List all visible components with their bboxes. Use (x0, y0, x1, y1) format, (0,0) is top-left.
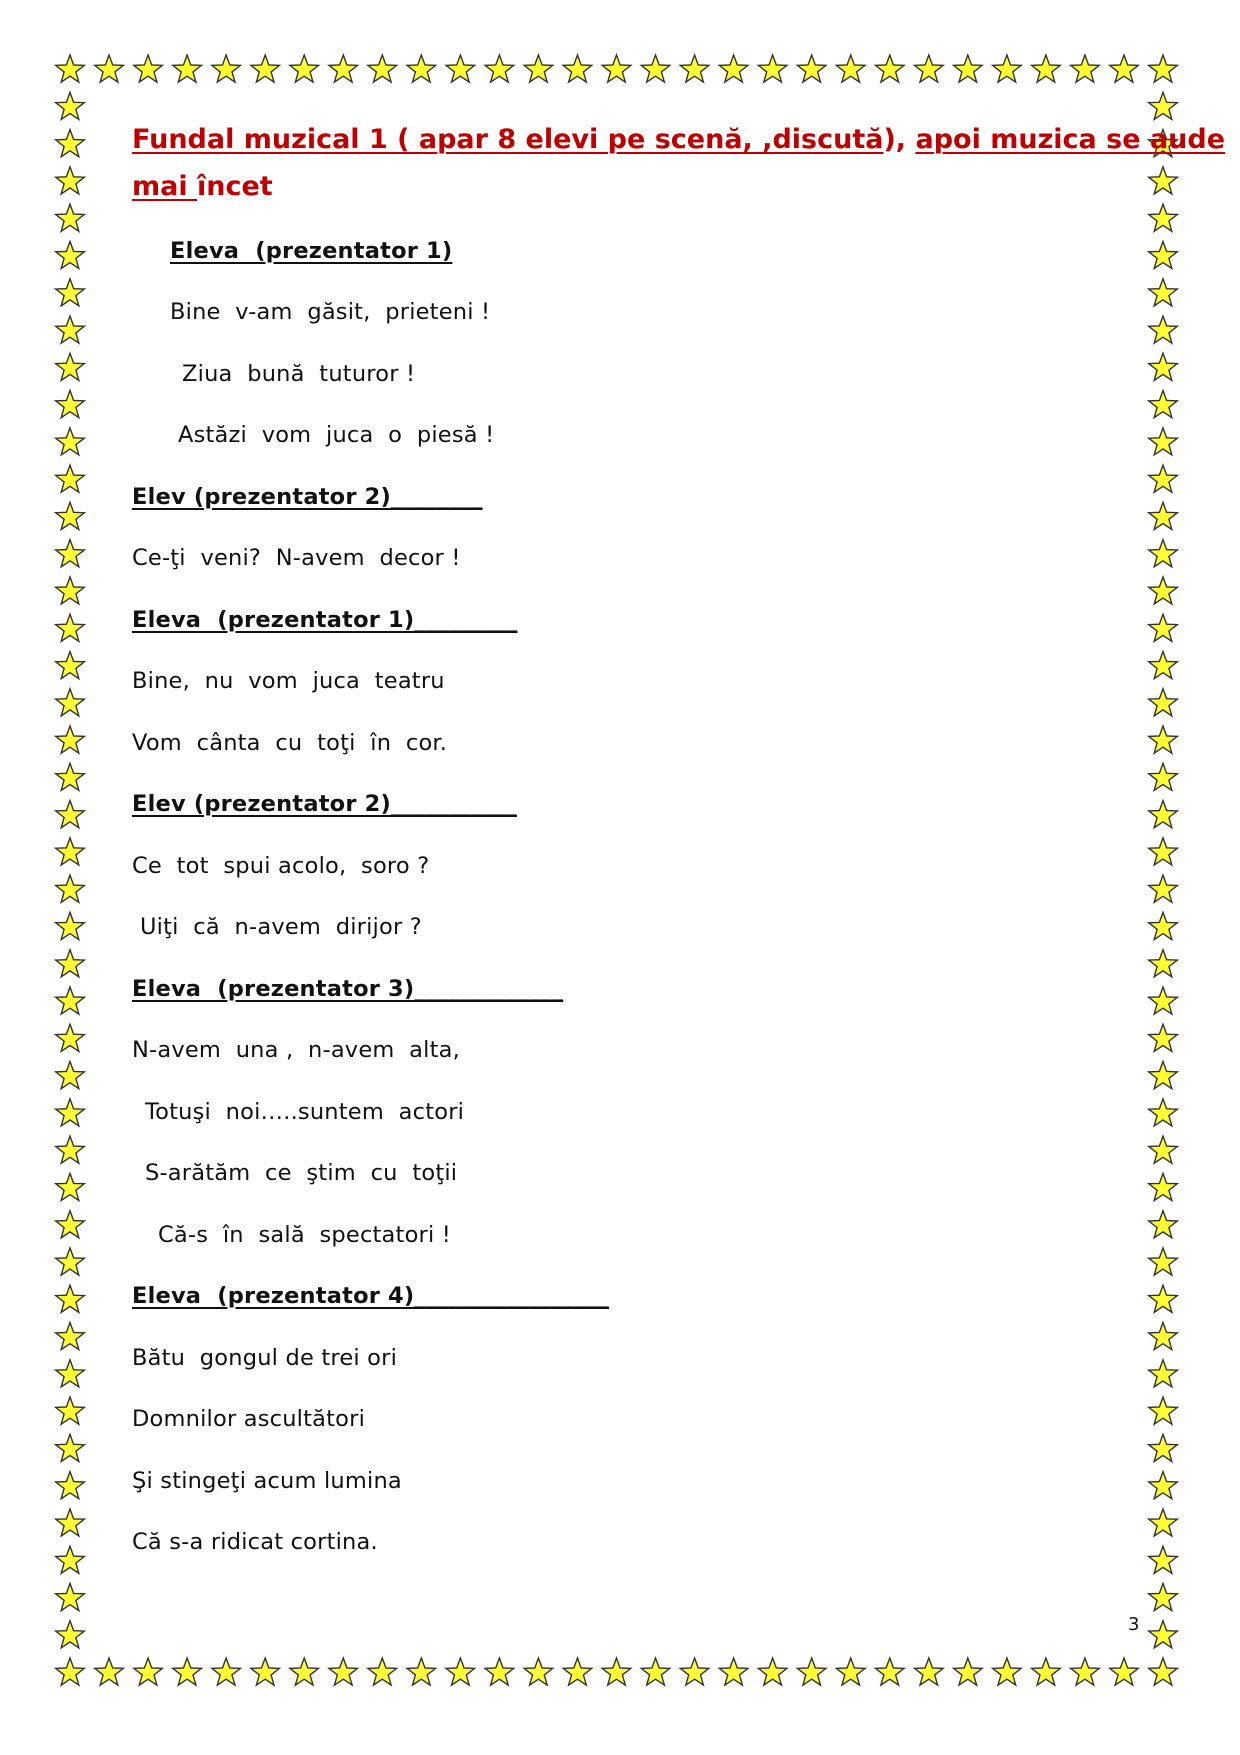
verse-line: S-arătăm ce ştim cu toţii (145, 1160, 458, 1186)
verse-line: Că s-a ridicat cortina. (132, 1529, 378, 1555)
heading-plain-part-2: încet (197, 171, 273, 202)
verse-line: Bătu gongul de trei ori (132, 1345, 398, 1371)
verse-line: Că-s în sală spectatori ! (158, 1222, 452, 1248)
verse-line: Vom cânta cu toţi în cor. (132, 730, 448, 756)
speaker-label: Eleva (prezentator 3)_____________ (132, 976, 564, 1002)
verse-line: Bine v-am găsit, prieteni ! (170, 299, 491, 325)
heading-line-1 (132, 116, 1226, 163)
verse-line: Ce-ţi veni? N-avem decor ! (132, 545, 461, 571)
verse-line: Ce tot spui acolo, soro ? (132, 853, 430, 879)
scene-heading (132, 116, 1226, 210)
heading-line-2 (132, 163, 1152, 210)
verse-line: Totuşi noi…..suntem actori (145, 1099, 465, 1125)
verse-line: Şi stingeţi acum lumina (132, 1468, 402, 1494)
verse-line: N-avem una , n-avem alta, (132, 1037, 460, 1063)
speaker-label: Elev (prezentator 2)________ (132, 484, 483, 510)
heading-plain-part: ), (883, 124, 916, 155)
heading-underlined-part-2: apoi muzica se aude (915, 124, 1226, 155)
verse-line: Uiţi că n-avem dirijor ? (140, 914, 422, 940)
speaker-label: Eleva (prezentator 1) (170, 238, 453, 264)
verse-line: Domnilor ascultători (132, 1406, 366, 1432)
verse-line: Ziua bună tuturor ! (182, 361, 416, 387)
verse-line: Astăzi vom juca o piesă ! (178, 422, 495, 448)
heading-line-1-text (132, 116, 1225, 163)
verse-line: Bine, nu vom juca teatru (132, 668, 445, 694)
heading-underlined-part-3: mai (132, 171, 198, 202)
speaker-label: Eleva (prezentator 1)_________ (132, 607, 518, 633)
heading-underlined-part: Fundal muzical 1 ( apar 8 elevi pe scenă, ,discută (132, 124, 884, 155)
page-number: 3 (1128, 1614, 1140, 1635)
speaker-label: Eleva (prezentator 4)_________________ (132, 1283, 610, 1309)
speaker-label: Elev (prezentator 2)___________ (132, 791, 517, 817)
